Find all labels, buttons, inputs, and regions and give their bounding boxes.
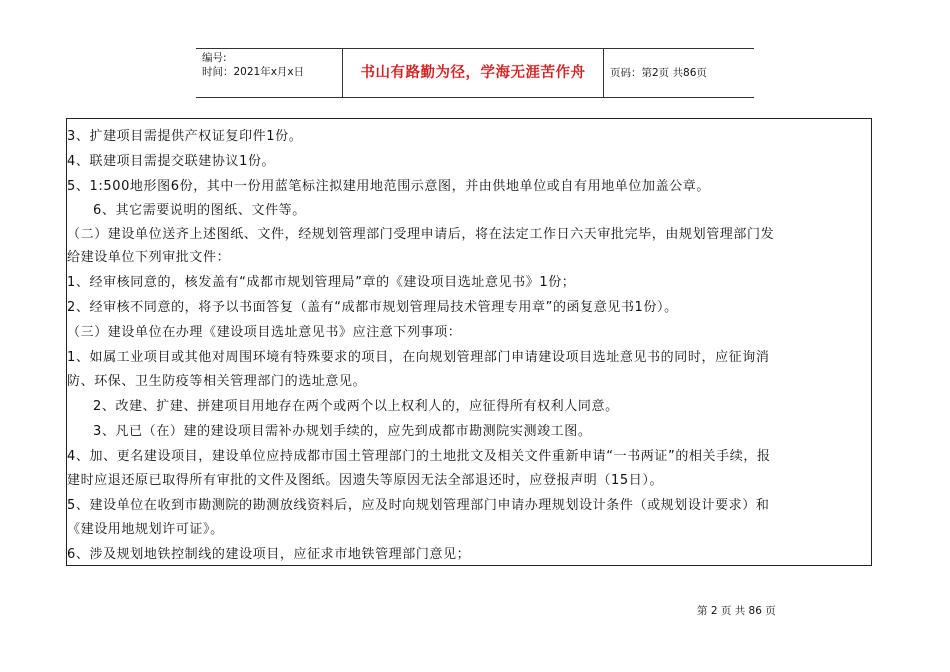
content-line: （二）建设单位送齐上述图纸、文件，经规划管理部门受理申请后，将在法定工作日六天审批完毕，由规划管理部门发 — [67, 227, 775, 242]
header-meta-cell — [196, 49, 343, 97]
header-motto: 书山有路勤为径，学海无涯苦作舟 — [343, 49, 604, 97]
header-page-info: 页码：第2页 共86页 — [610, 67, 707, 79]
content-line: 1、如属工业项目或其他对周围环境有特殊要求的项目，在向规划管理部门申请建设项目选址意见书的同时，应征询消 — [67, 350, 770, 365]
content-line: 1、经审核同意的，核发盖有“成都市规划管理局”章的《建设项目选址意见书》1份； — [67, 275, 576, 290]
page-footer: 第 2 页 共 86 页 — [697, 605, 776, 617]
content-line: （三）建设单位在办理《建设项目选址意见书》应注意下列事项： — [67, 325, 462, 340]
content-line: 3、凡已（在）建的建设项目需补办规划手续的，应先到成都市勘测院实测竣工图。 — [93, 424, 592, 439]
content-line: 6、其它需要说明的图纸、文件等。 — [93, 203, 306, 218]
document-time-label: 时间：2021年x月x日 — [202, 66, 305, 78]
content-line: 5、建设单位在收到市勘测院的勘测放线资料后，应及时向规划管理部门申请办理规划设计条件（或规划设计要求）和 — [67, 498, 770, 513]
content-line: 给建设单位下列审批文件： — [67, 250, 231, 265]
page-header — [196, 48, 754, 98]
content-line: 建时应退还原已取得所有审批的文件及图纸。因遗失等原因无法全部退还时，应登报声明（15日）。 — [67, 473, 664, 488]
content-line: 5、1:500地形图6份，其中一份用蓝笔标注拟建用地范围示意图，并由供地单位或自有用地单位加盖公章。 — [67, 179, 711, 194]
document-number-label: 编号: — [202, 52, 227, 64]
content-line: 防、环保、卫生防疫等相关管理部门的选址意见。 — [67, 374, 367, 389]
content-box — [66, 118, 872, 566]
content-line: 6、涉及规划地铁控制线的建设项目，应征求市地铁管理部门意见； — [67, 547, 471, 562]
content-line: 《建设用地规划许可证》。 — [67, 522, 224, 537]
content-line: 3、扩建项目需提供产权证复印件1份。 — [67, 129, 303, 144]
content-line: 4、联建项目需提交联建协议1份。 — [67, 154, 276, 169]
content-line: 2、经审核不同意的，将予以书面答复（盖有“成都市规划管理局技术管理专用章”的函复意见书1份）。 — [67, 300, 678, 315]
content-line: 2、改建、扩建、拼建项目用地存在两个或两个以上权利人的，应征得所有权利人同意。 — [93, 399, 619, 414]
content-line: 4、加、更名建设项目，建设单位应持成都市国土管理部门的土地批文及相关文件重新申请“一书两证”的相关手续，报 — [67, 449, 771, 464]
